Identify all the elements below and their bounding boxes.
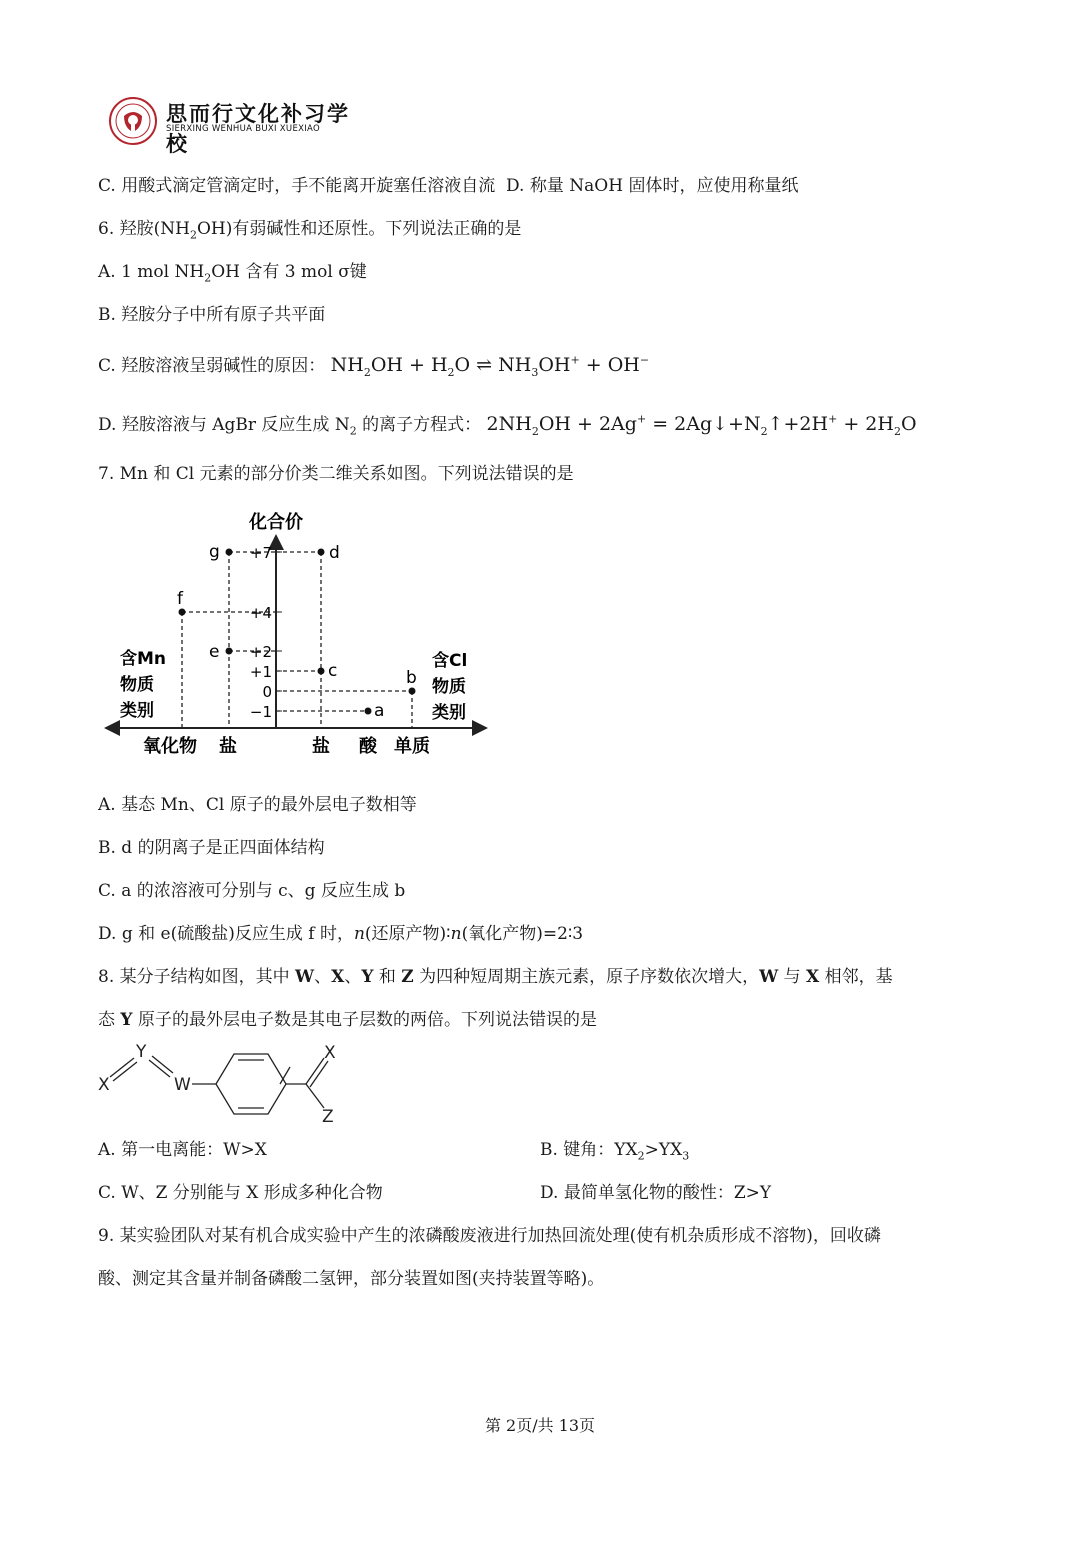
point-e xyxy=(226,648,233,655)
atom-x-right: X xyxy=(324,1043,336,1063)
atom-y: Y xyxy=(136,1042,147,1062)
school-name-en: SIERXING WENHUA BUXI XUEXIAO xyxy=(166,124,321,134)
q5-option-c: C. 用酸式滴定管滴定时，手不能离开旋塞任溶液自流 xyxy=(98,176,496,196)
q8-option-b: B. 键角：$YX_2>YX_3$ xyxy=(540,1140,690,1163)
tick-plus1: +1 xyxy=(249,663,272,681)
q7-option-d: D. g 和 e(硫酸盐)反应生成 f 时，n(还原产物)∶n(氧化产物)=2∶3 xyxy=(98,924,584,944)
cl-class-label xyxy=(432,650,467,723)
q6-d-equation: $2NH_2OH + 2Ag^+$ = $2Ag↓+N_2↑+2H^+ + 2H_2O$ xyxy=(486,412,917,438)
q8-option-c: C. W、Z 分别能与 X 形成多种化合物 xyxy=(98,1183,383,1203)
tick-plus4: +4 xyxy=(249,604,272,622)
q7-option-c: C. a 的浓溶液可分别与 c、g 反应生成 b xyxy=(98,881,406,901)
page-number: 第 2页/共 13页 xyxy=(484,1416,596,1435)
svg-text:物质: 物质 xyxy=(432,677,466,697)
school-name-cn: 思而行文化补习学校 xyxy=(166,102,350,156)
molecule-structure xyxy=(96,1040,356,1126)
q9-stem-line1: 9. 某实验团队对某有机合成实验中产生的浓磷酸废液进行加热回流处理(使有机杂质形成不溶物)，回收磷 xyxy=(98,1226,881,1246)
q8-stem-line1: 8. 某分子结构如图，其中 W、X、Y 和 Z 为四种短周期主族元素，原子序数依次增大，W 与 X 相邻，基 xyxy=(98,967,893,987)
label-f: f xyxy=(177,589,183,609)
school-emblem-icon xyxy=(108,96,160,146)
point-f xyxy=(179,609,186,616)
mn-class-label xyxy=(120,648,166,721)
svg-text:类别: 类别 xyxy=(432,703,466,723)
q8-stem-line2: 态 Y 原子的最外层电子数是其电子层数的两倍。下列说法错误的是 xyxy=(98,1010,597,1030)
y-axis-title: 化合价 xyxy=(249,512,303,533)
atom-w: W xyxy=(174,1075,191,1095)
point-c xyxy=(318,668,325,675)
point-b xyxy=(409,688,416,695)
q6-option-c: C. 羟胺溶液呈弱碱性的原因： $NH_2OH + H_2O$ ⇌ $NH_3OH^+ + OH^-$ xyxy=(98,353,650,379)
q6-c-equation: $NH_2OH + H_2O$ ⇌ $NH_3OH^+ + OH^-$ xyxy=(330,353,650,379)
q7-option-b: B. d 的阴离子是正四面体结构 xyxy=(98,838,325,858)
cat-oxide: 氧化物 xyxy=(143,736,197,757)
label-d: d xyxy=(329,543,340,563)
atom-z: Z xyxy=(322,1107,334,1126)
tick-plus2: +2 xyxy=(249,643,272,661)
valence-class-diagram xyxy=(100,500,500,765)
label-b: b xyxy=(406,668,417,688)
label-e: e xyxy=(209,642,220,662)
cat-element: 单质 xyxy=(394,736,430,757)
q6-stem: 6. 羟胺$(NH_2OH)$有弱碱性和还原性。下列说法正确的是 xyxy=(98,219,522,242)
atom-x-left: X xyxy=(98,1075,110,1095)
label-c: c xyxy=(328,661,338,681)
tick-minus1: −1 xyxy=(249,703,272,721)
point-labels xyxy=(177,542,417,721)
svg-text:含Mn: 含Mn xyxy=(120,649,167,669)
label-a: a xyxy=(374,701,385,721)
q5-option-d: D. 称量 NaOH 固体时，应使用称量纸 xyxy=(506,176,799,196)
svg-text:含Cl: 含Cl xyxy=(432,651,468,671)
y-ticks xyxy=(250,544,282,721)
point-a xyxy=(365,708,372,715)
q5-options xyxy=(98,174,798,198)
q9-stem-line2: 酸、测定其含量并制备磷酸二氢钾，部分装置如图(夹持装置等略)。 xyxy=(98,1269,605,1289)
q6-option-a: A. 1 mol $NH_2OH$ 含有 3 mol σ键 xyxy=(98,262,367,285)
data-points xyxy=(179,549,416,715)
x-category-labels xyxy=(143,735,430,757)
q6-option-b: B. 羟胺分子中所有原子共平面 xyxy=(98,305,326,325)
svg-text:物质: 物质 xyxy=(120,675,154,695)
tick-plus7: +7 xyxy=(249,544,272,562)
cat-acid: 酸 xyxy=(359,736,377,757)
q6-option-d: D. 羟胺溶液与 AgBr 反应生成 $N_2$ 的离子方程式： $2NH_2OH + 2Ag^+$ = $2Ag↓+N_2↑+2H^+ + 2H_2O$ xyxy=(98,412,917,438)
point-g xyxy=(226,549,233,556)
school-logo xyxy=(108,96,368,156)
q7-stem: 7. Mn 和 Cl 元素的部分价类二维关系如图。下列说法错误的是 xyxy=(98,464,574,484)
point-d xyxy=(318,549,325,556)
q7-option-a: A. 基态 Mn、Cl 原子的最外层电子数相等 xyxy=(98,795,417,815)
svg-text:类别: 类别 xyxy=(120,701,154,721)
cat-salt-mn: 盐 xyxy=(219,736,237,757)
label-g: g xyxy=(209,542,220,562)
q8-option-a: A. 第一电离能：W>X xyxy=(98,1140,267,1160)
q8-option-d: D. 最简单氢化物的酸性：Z>Y xyxy=(540,1183,772,1203)
cat-salt-cl: 盐 xyxy=(312,736,330,757)
tick-zero: 0 xyxy=(262,683,272,701)
